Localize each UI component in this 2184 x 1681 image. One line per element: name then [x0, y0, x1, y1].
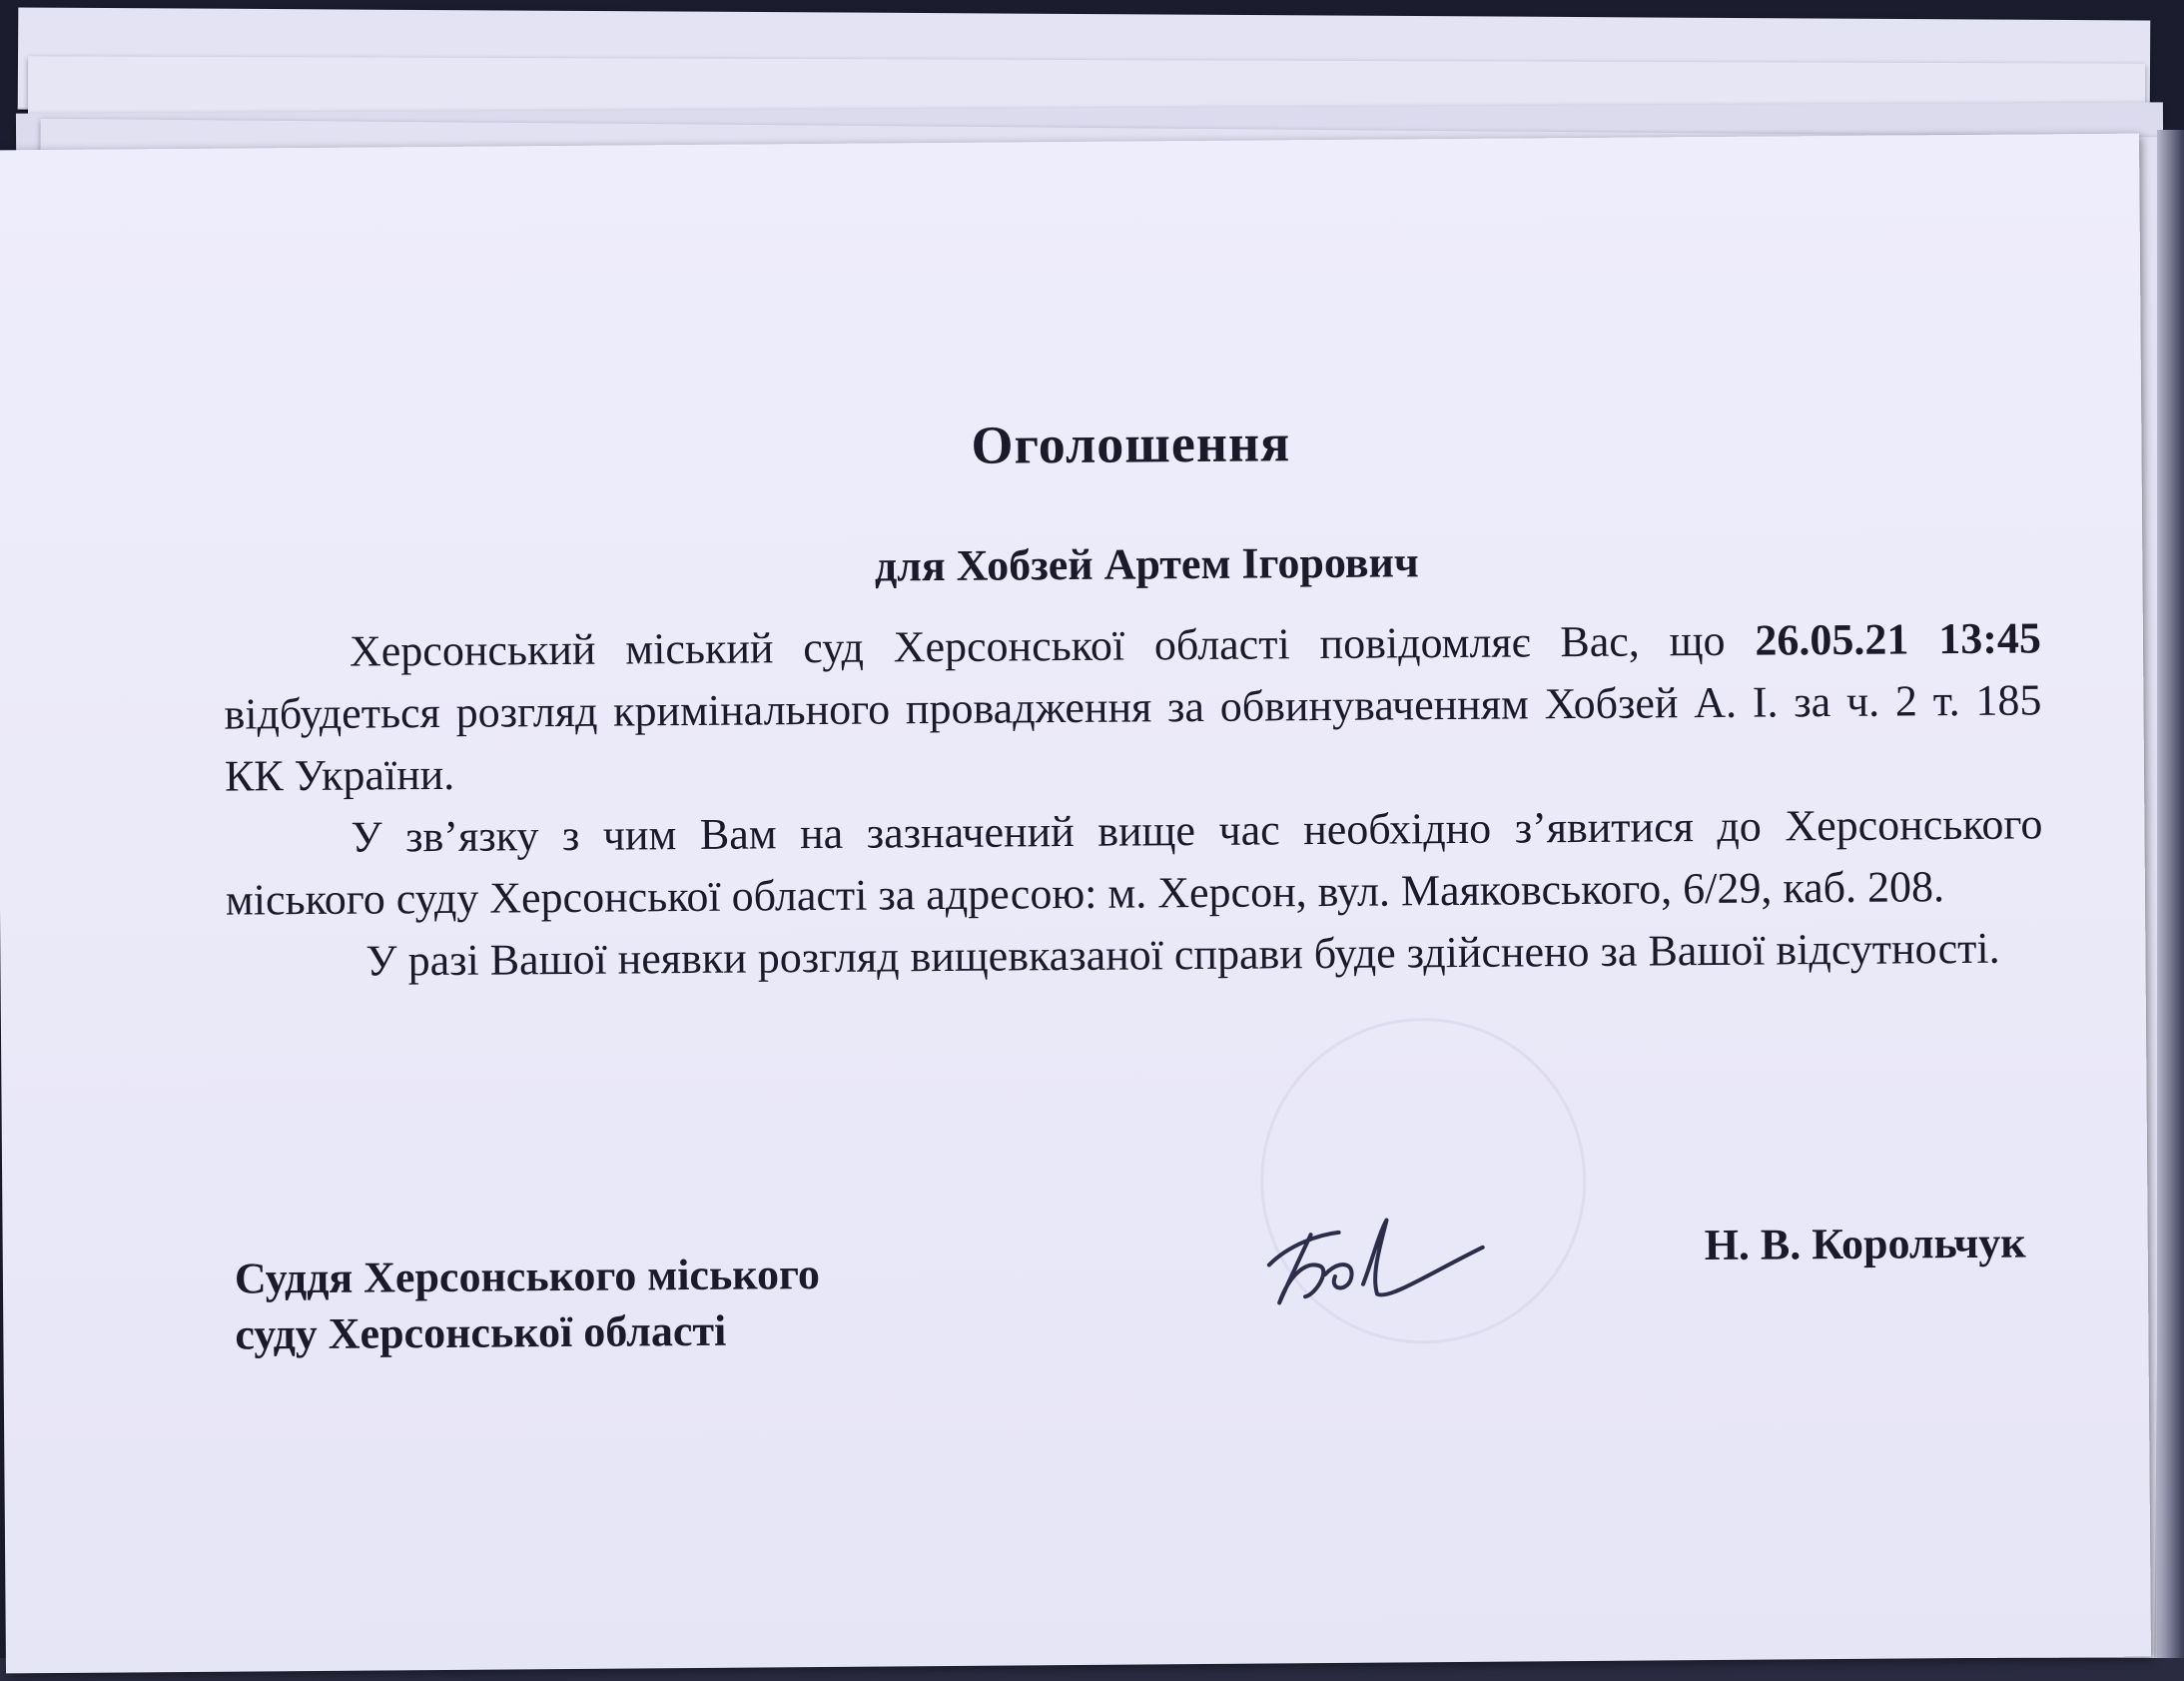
handwritten-signature — [1258, 1204, 1489, 1315]
paragraph-appearance: У зв’язку з чим Вам на зазначений вище час необхідно з’явитися до Херсонського міського суду Херсонської області за адресою: м. Херсон, вул. Маяковського, 6/29, каб. 208. — [225, 799, 2043, 925]
judge-title-line: суду Херсонської області — [235, 1305, 727, 1359]
table-edge — [2157, 130, 2184, 1681]
notice-recipient: для Хобзей Артем Ігорович — [874, 537, 1419, 591]
notice-sheet — [0, 134, 2151, 1674]
judge-title — [235, 1247, 821, 1363]
paragraph-hearing-end: відбудеться розгляд кримінального провадження за обвинуваченням Хобзей А. І. за ч. 2 т. 185 КК України. — [224, 675, 2042, 801]
paragraph-hearing-start: Херсонський міський суд Херсонської області повідомляє Вас, що — [349, 615, 1756, 676]
paragraph-hearing — [224, 607, 2042, 807]
paragraph-absence: У разі Вашої неявки розгляд вищевказаної справи буде здійснено за Вашої відсутності. — [365, 923, 2000, 986]
notice-document — [221, 270, 2043, 1359]
judge-name: Н. В. Корольчук — [1704, 1218, 2026, 1270]
notice-body — [224, 607, 2044, 993]
hearing-datetime: 26.05.21 13:45 — [1755, 613, 2042, 665]
judge-title-line: Суддя Херсонського міського — [234, 1250, 821, 1303]
notice-title: Оголошення — [971, 413, 1291, 475]
